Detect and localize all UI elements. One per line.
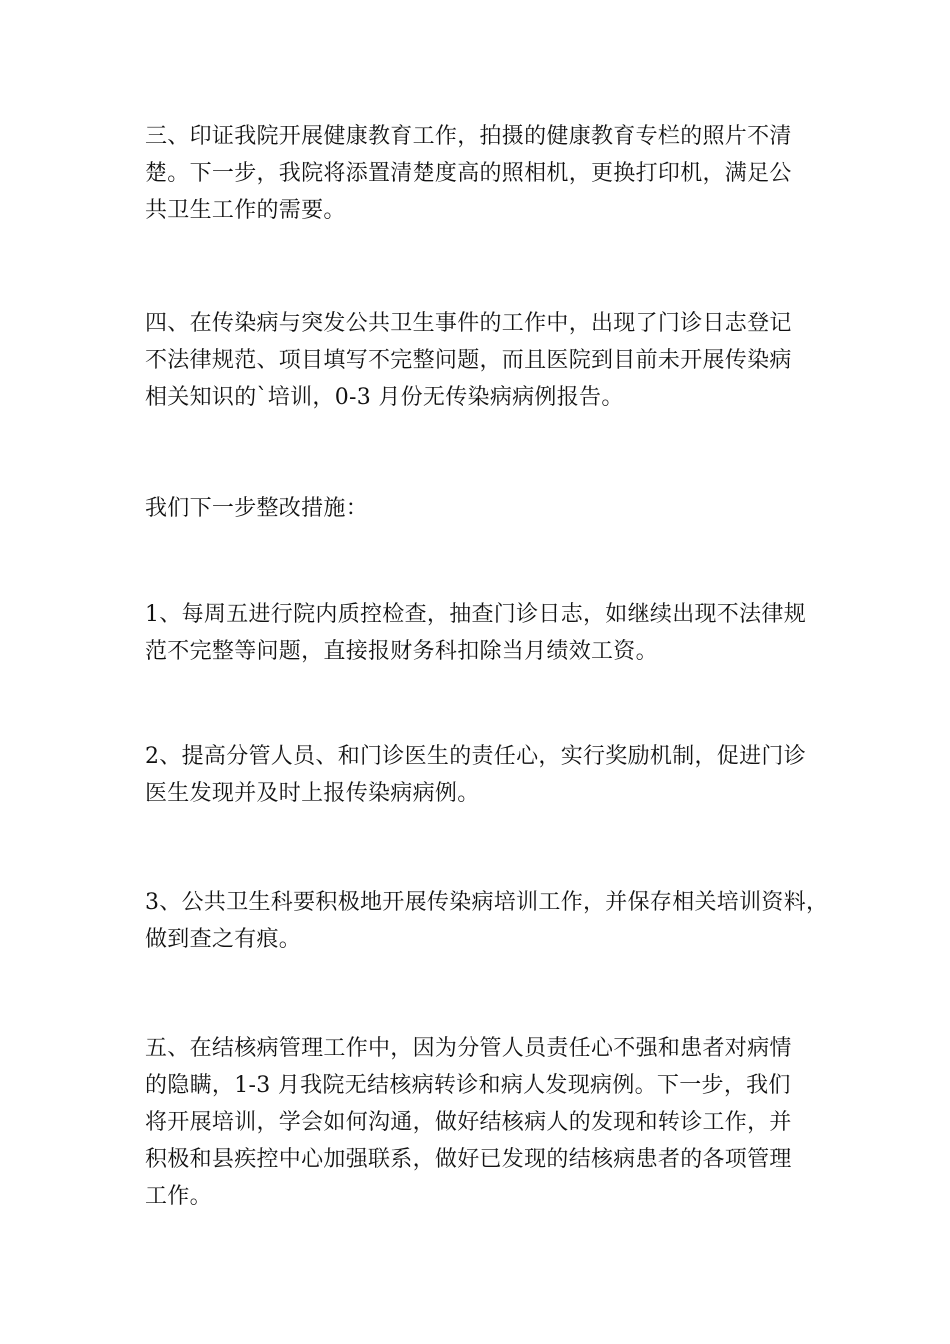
text-line: 四、在传染病与突发公共卫生事件的工作中，出现了门诊日志登记 xyxy=(145,311,792,336)
text-line: 相关知识的`培训，0-3 月份无传染病病例报告。 xyxy=(145,385,624,410)
text-line: 五、在结核病管理工作中，因为分管人员责任心不强和患者对病情 xyxy=(145,1036,792,1061)
text-line: 医生发现并及时上报传染病病例。 xyxy=(145,781,480,806)
text-line: 我们下一步整改措施： xyxy=(145,496,369,521)
text-line: 范不完整等问题，直接报财务科扣除当月绩效工资。 xyxy=(145,639,658,664)
text-line: 积极和县疾控中心加强联系，做好已发现的结核病患者的各项管理 xyxy=(145,1147,792,1172)
text-line: 将开展培训，学会如何沟通，做好结核病人的发现和转诊工作，并 xyxy=(145,1110,792,1135)
paragraph-measure-1 xyxy=(145,596,825,670)
text-line: 不法律规范、项目填写不完整问题，而且医院到目前未开展传染病 xyxy=(145,348,792,373)
text-line: 楚。下一步，我院将添置清楚度高的照相机，更换打印机，满足公 xyxy=(145,161,792,186)
text-line: 1、每周五进行院内质控检查，抽查门诊日志，如继续出现不法律规 xyxy=(145,602,806,627)
paragraph-health-education xyxy=(145,118,825,229)
text-line: 三、印证我院开展健康教育工作，拍摄的健康教育专栏的照片不清 xyxy=(145,124,792,149)
text-line: 2、提高分管人员、和门诊医生的责任心，实行奖励机制，促进门诊 xyxy=(145,744,806,769)
paragraph-rectification-heading xyxy=(145,490,825,527)
text-line: 做到查之有痕。 xyxy=(145,927,302,952)
text-line: 3、公共卫生科要积极地开展传染病培训工作，并保存相关培训资料， xyxy=(145,890,829,915)
text-line: 共卫生工作的需要。 xyxy=(145,198,346,223)
text-line: 工作。 xyxy=(145,1184,212,1209)
paragraph-infectious-disease xyxy=(145,305,825,416)
paragraph-tuberculosis xyxy=(145,1030,825,1215)
text-line: 的隐瞒，1-3 月我院无结核病转诊和病人发现病例。下一步，我们 xyxy=(145,1073,791,1098)
paragraph-measure-3 xyxy=(145,884,829,958)
paragraph-measure-2 xyxy=(145,738,825,812)
